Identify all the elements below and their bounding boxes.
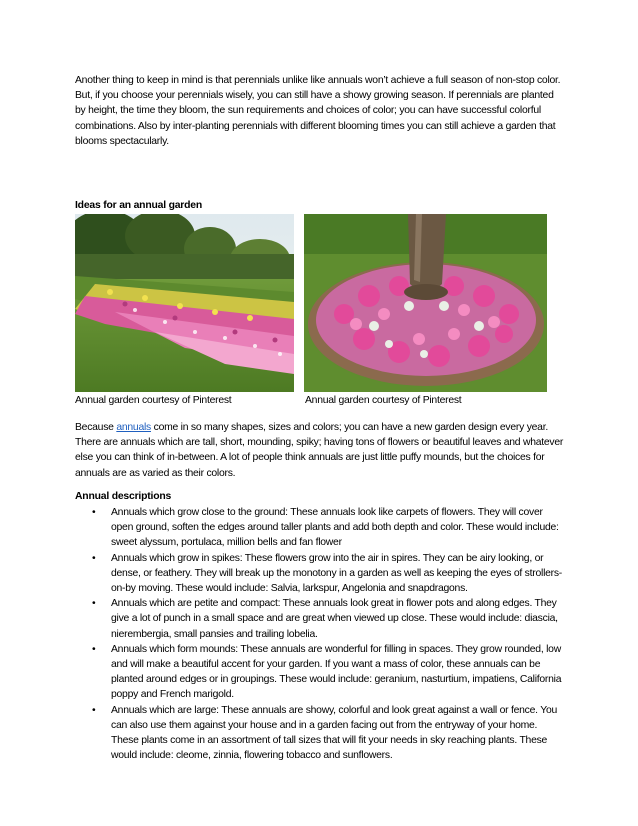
because-paragraph <box>75 420 565 481</box>
flower-bed-image <box>75 214 294 392</box>
annuals-link[interactable]: annuals <box>116 422 151 433</box>
description-text: Annuals which are petite and compact: These annuals look great in flower pots and along edges. They give a lot of punch in a small space and are great when viewed up close. These would include: diascia, nierembergia, small pansies and trailing lobelia. <box>111 598 558 640</box>
annual-garden-photo-1 <box>75 214 294 392</box>
description-item <box>75 596 565 642</box>
intro-paragraph: Another thing to keep in mind is that perennials unlike like annuals won’t achieve a full season of non-stop color. But, if you choose your perennials wisely, you can still have a showy growing season. If perennials are planted by height, the time they bloom, the sun requirements and choices of color; you can have successful colorful combinations. Also by inter-planting perennials with different blooming times you can still achieve a garden that blooms spectacularly. <box>75 75 561 147</box>
because-lead-text: Because <box>75 422 117 433</box>
tree-ring-bed-image <box>304 214 547 392</box>
photo-2-caption: Annual garden courtesy of Pinterest <box>305 395 462 406</box>
bullet-icon: • <box>92 704 96 716</box>
annual-garden-heading: Ideas for an annual garden <box>75 200 203 211</box>
description-text: Annuals which form mounds: These annuals are wonderful for filling in spaces. They grow rounded, low and will make a beautiful accent for your garden. If you want a mass of color, these annuals can be planted around edges or in groupings. These would include: geranium, nasturtium, impatiens, California poppy and French marigold. <box>111 643 562 701</box>
description-item <box>75 551 565 597</box>
because-body-text: come in so many shapes, sizes and colors; you can have a new garden design every year. There are annuals which are tall, short, mounding, spiky; having tons of flowers or beautiful leaves and whatever else you can think of in-between. A lot of people think annuals are just little puffy mounds, but the choices for annuals are as varied as their colors. <box>75 422 564 479</box>
bullet-icon: • <box>92 507 96 518</box>
description-item <box>75 505 565 551</box>
description-item <box>75 642 565 703</box>
description-item <box>75 703 565 764</box>
annual-garden-photo-2 <box>304 214 547 392</box>
bullet-icon: • <box>92 552 96 564</box>
descriptions-list <box>75 505 565 763</box>
annual-descriptions-heading: Annual descriptions <box>75 491 172 502</box>
bullet-icon: • <box>92 598 96 610</box>
description-text: Annuals which grow close to the ground: These annuals look like carpets of flowers. They will cover open ground, soften the edges around taller plants and add both depth and color. These would include: sweet alyssum, portulaca, million bells and fan flower <box>111 507 559 549</box>
description-text: Annuals which grow in spikes: These flowers grow into the air in spires. They can be airy looking, or dense, or feathery. They will break up the monotony in a garden as well as keeping the eyes of strollers-on-by moving. These would include: Salvia, larkspur, Angelonia and snapdragons. <box>111 552 563 595</box>
bullet-icon: • <box>92 643 96 655</box>
description-text: Annuals which are large: These annuals are showy, colorful and look great against a wall or fence. You can also use them against your house and in a garden facing out from the entryway of your home. These plants come in an assortment of tall sizes that will fit your needs in sky reaching plants. These would include: cleome, zinnia, flowering tobacco and sunflowers. <box>111 704 558 762</box>
photo-1-caption: Annual garden courtesy of Pinterest <box>75 395 232 406</box>
